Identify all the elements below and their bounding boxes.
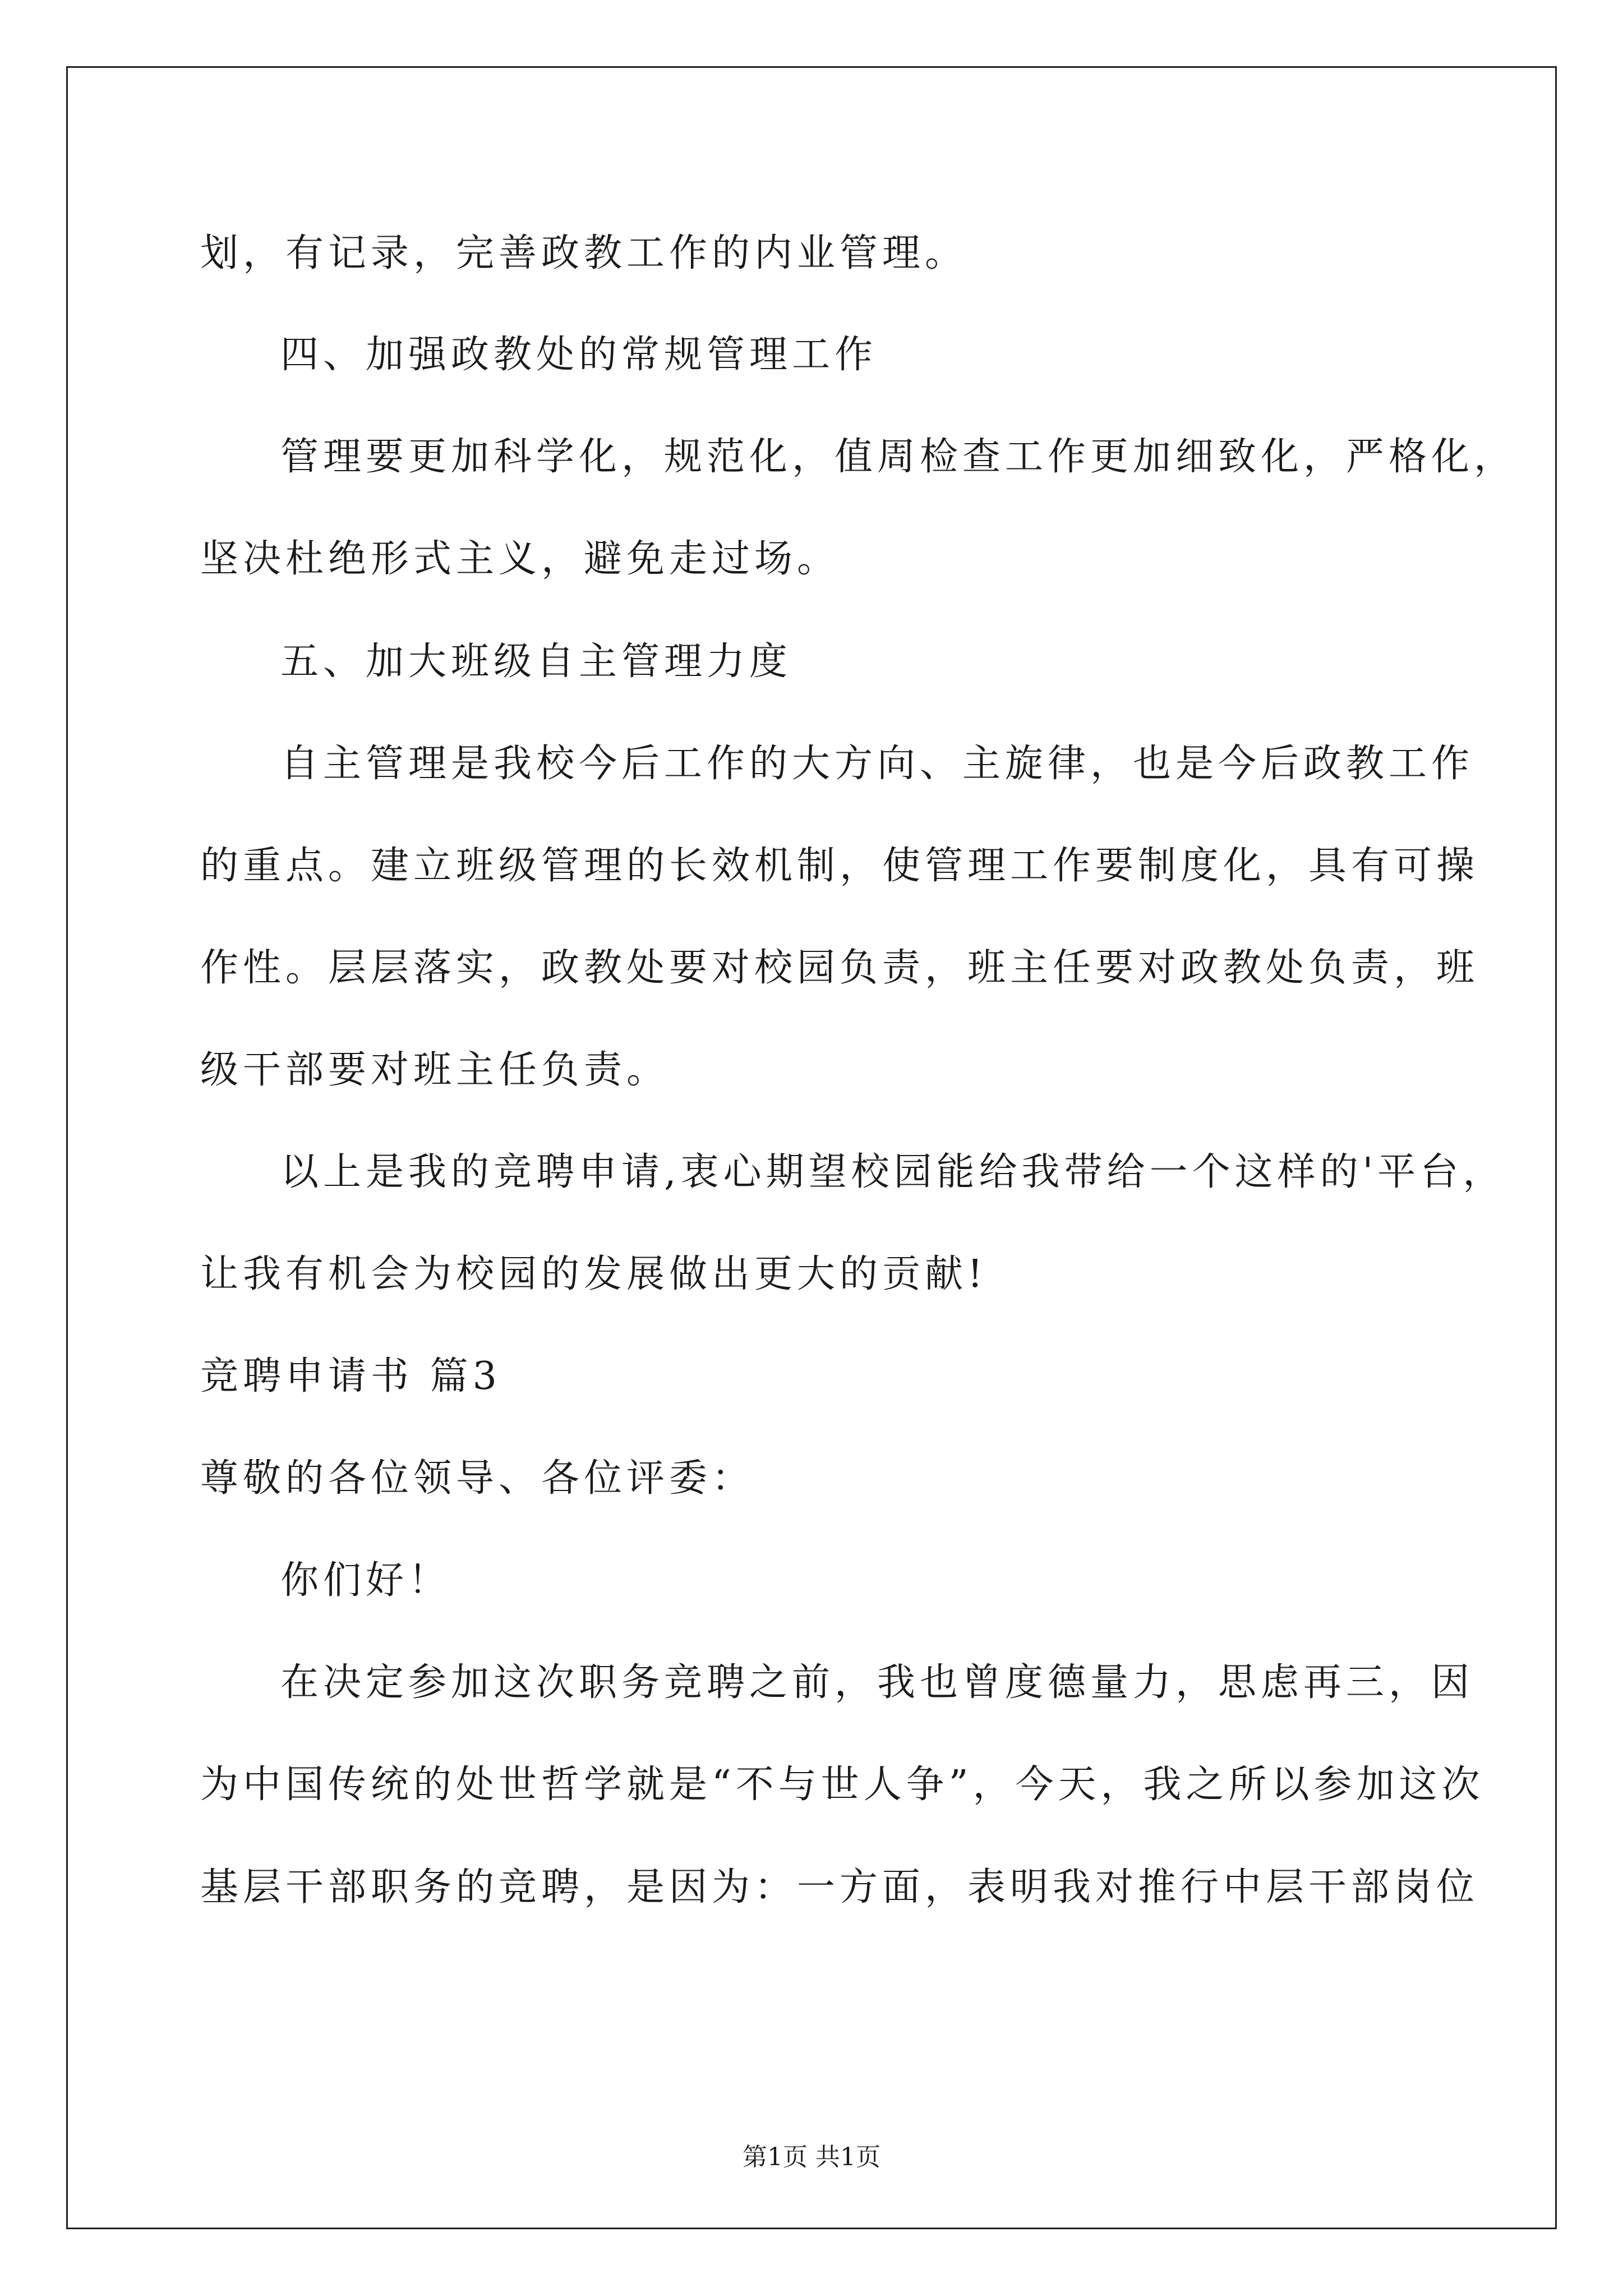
section-heading-5: 五、加大班级自主管理力度	[280, 639, 792, 684]
text-line-11: 让我有机会为校园的发展做出更大的贡献!	[200, 1252, 988, 1296]
text-line-1: 划，有记录，完善政教工作的内业管理。	[200, 231, 968, 275]
text-line-6: 自主管理是我校今后工作的大方向、主旋律，也是今后政教工作	[280, 742, 1474, 786]
page-number-footer: 第1页 共1页	[743, 2143, 880, 2171]
text-line-8: 作性。层层落实，政教处要对校园负责，班主任要对政教处负责，班	[200, 946, 1479, 990]
text-line-16: 为中国传统的处世哲学就是“不与世人争”，今天，我之所以参加这次	[200, 1763, 1484, 1807]
greeting: 你们好！	[280, 1558, 451, 1603]
text-line-17: 基层干部职务的竞聘，是因为：一方面，表明我对推行中层干部岗位	[200, 1865, 1479, 1910]
text-line-3: 管理要更加科学化，规范化，值周检查工作更加细致化，严格化，	[280, 435, 1517, 479]
text-line-10: 以上是我的竞聘申请,衷心期望校园能给我带给一个这样的'平台，	[280, 1150, 1506, 1194]
salutation: 尊敬的各位领导、各位评委：	[200, 1456, 755, 1501]
section-heading-4: 四、加强政教处的常规管理工作	[280, 333, 878, 377]
article-title: 竞聘申请书 篇3	[200, 1354, 501, 1398]
text-line-9: 级干部要对班主任负责。	[200, 1048, 670, 1092]
text-line-15: 在决定参加这次职务竞聘之前，我也曾度德量力，思虑再三，因	[280, 1660, 1474, 1705]
text-line-7: 的重点。建立班级管理的长效机制，使管理工作要制度化，具有可操	[200, 844, 1479, 888]
text-line-4: 坚决杜绝形式主义，避免走过场。	[200, 537, 840, 581]
